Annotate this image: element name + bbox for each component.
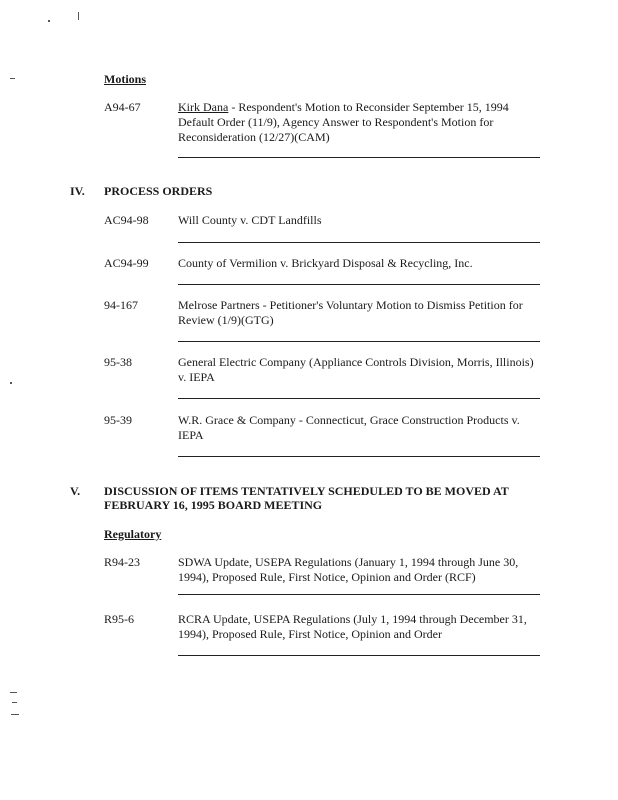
scan-speck <box>10 78 15 79</box>
section-v-number: V. <box>70 484 81 498</box>
section-v-title-line1: DISCUSSION OF ITEMS TENTATIVELY SCHEDULED TO BE MOVED AT <box>104 484 509 498</box>
motion-text: - Respondent's Motion to Reconsider September 15, 1994 Default Order (11/9), Agency Answer to Respondent's Motion for Reconsideration (12/27)(CAM) <box>178 100 509 144</box>
case-number: AC94-99 <box>104 256 149 270</box>
motion-rule <box>178 157 540 158</box>
regulation-rule <box>178 655 540 656</box>
section-v-title-line2: FEBRUARY 16, 1995 BOARD MEETING <box>104 498 323 512</box>
motions-heading: Motions <box>104 72 146 86</box>
regulatory-subheading: Regulatory <box>104 527 162 541</box>
motion-number: A94-67 <box>104 100 141 114</box>
section-iv-number: IV. <box>70 184 85 198</box>
case-description: General Electric Company (Appliance Controls Division, Morris, Illinois) v. IEPA <box>178 355 534 384</box>
party-name: Kirk Dana <box>178 100 229 114</box>
scan-speck <box>10 692 17 693</box>
case-rule <box>178 284 540 285</box>
case-description: Melrose Partners - Petitioner's Voluntary Motion to Dismiss Petition for Review (1/9)(GTG) <box>178 298 523 327</box>
regulation-rule <box>178 594 540 595</box>
case-rule <box>178 242 540 243</box>
motion-description <box>178 100 540 145</box>
case-number: 95-38 <box>104 355 132 369</box>
case-rule <box>178 398 540 399</box>
regulation-number: R94-23 <box>104 555 140 569</box>
scan-speck <box>12 702 17 703</box>
case-number: AC94-98 <box>104 213 149 227</box>
case-description: County of Vermilion v. Brickyard Disposal & Recycling, Inc. <box>178 256 473 270</box>
regulation-number: R95-6 <box>104 612 134 626</box>
scan-speck <box>11 714 19 715</box>
case-rule <box>178 456 540 457</box>
scan-speck <box>48 20 50 22</box>
case-number: 94-167 <box>104 298 138 312</box>
case-description: W.R. Grace & Company - Connecticut, Grace Construction Products v. IEPA <box>178 413 520 442</box>
case-number: 95-39 <box>104 413 132 427</box>
section-iv-title: PROCESS ORDERS <box>104 184 213 198</box>
scan-speck <box>10 382 12 384</box>
regulation-description: SDWA Update, USEPA Regulations (January 1, 1994 through June 30, 1994), Proposed Rule, First Notice, Opinion and Order (RCF) <box>178 555 519 584</box>
case-description: Will County v. CDT Landfills <box>178 213 322 227</box>
regulation-description: RCRA Update, USEPA Regulations (July 1, 1994 through December 31, 1994), Proposed Rule, First Notice, Opinion and Order <box>178 612 527 641</box>
scan-speck <box>78 12 79 20</box>
case-rule <box>178 341 540 342</box>
